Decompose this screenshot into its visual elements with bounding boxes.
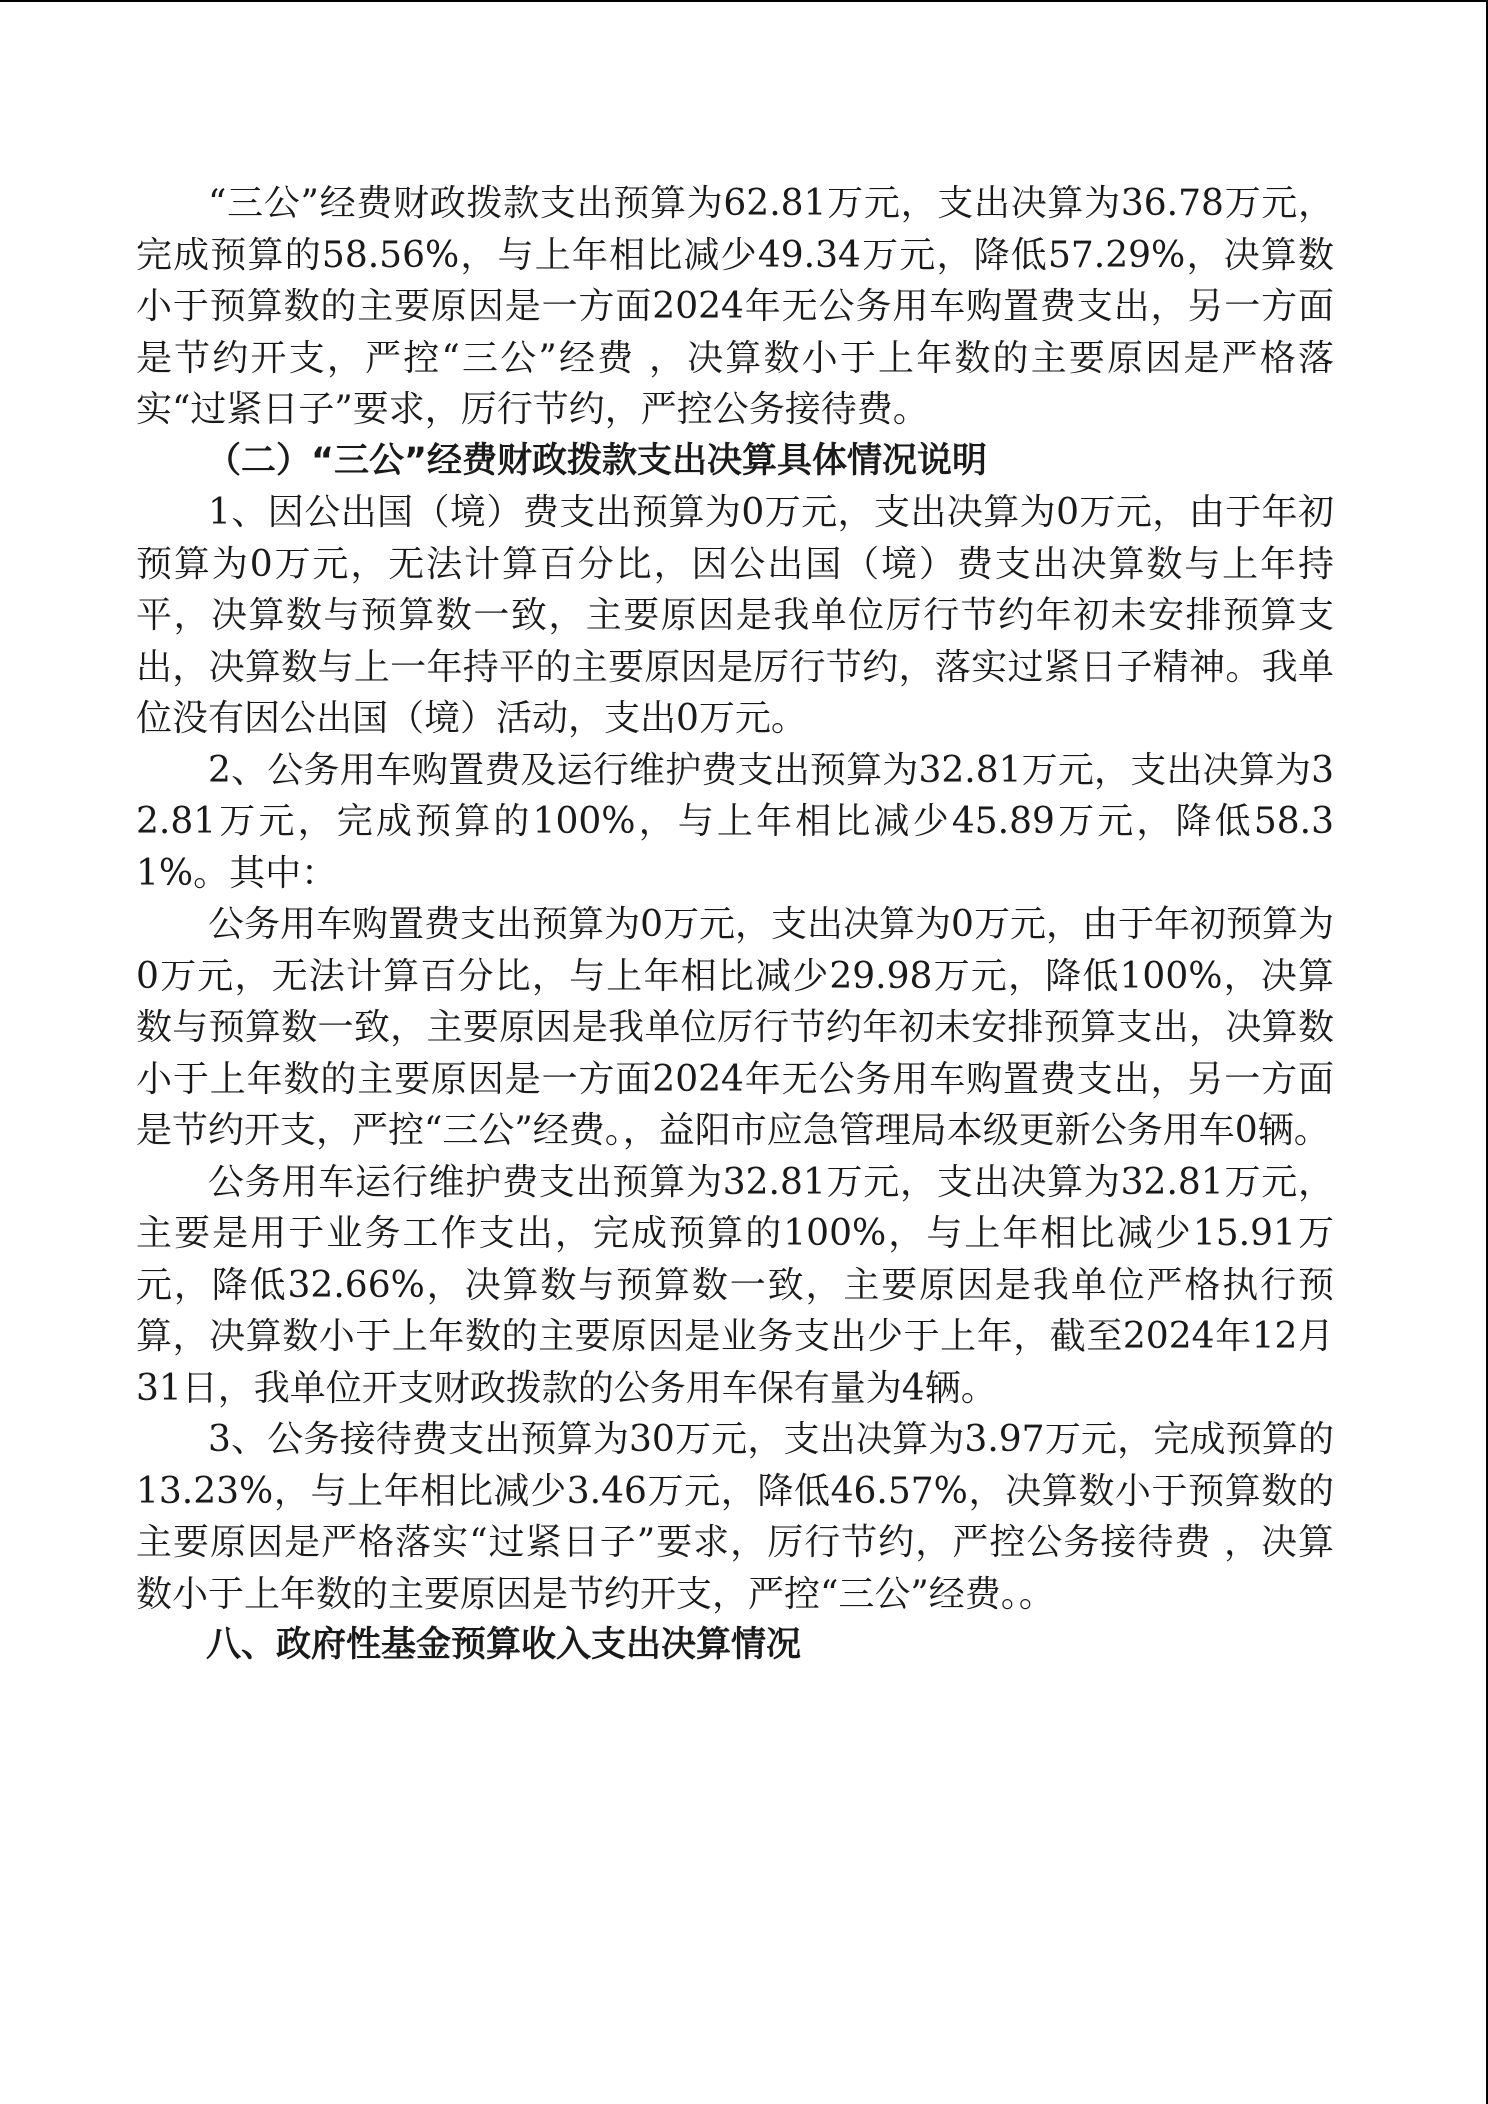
paragraph-three-public-summary: “三公”经费财政拨款支出预算为62.81万元，支出决算为36.78万元，完成预算的58.56%，与上年相比减少49.34万元，降低57.29%，决算数小于预算数的主要原因是一方面2024年无公务用车购置费支出，另一方面是节约开支，严控“三公”经费 ，决算数小于上年数的主要原因是严格落实“过紧日子”要求，厉行节约，严控公务接待费。 [136, 183, 1334, 430]
paragraph-vehicle-total: 2、公务用车购置费及运行维护费支出预算为32.81万元，支出决算为32.81万元，完成预算的100%，与上年相比减少45.89万元，降低58.31%。其中： [136, 749, 1334, 894]
section-heading-three-public-details: （二）“三公”经费财政拨款支出决算具体情况说明 [206, 440, 988, 481]
paragraph-reception: 3、公务接待费支出预算为30万元，支出决算为3.97万元，完成预算的13.23%，与上年相比减少3.46万元，降低46.57%，决算数小于预算数的主要原因是严格落实“过紧日子”要求，厉行节约，严控公务接待费 ，决算数小于上年数的主要原因是节约开支，严控“三公”经费。。 [136, 1419, 1334, 1615]
paragraph-overseas-travel: 1、因公出国（境）费支出预算为0万元，支出决算为0万元，由于年初预算为0万元，无法计算百分比，因公出国（境）费支出决算数与上年持平，决算数与预算数一致，主要原因是我单位厉行节约年初未安排预算支出，决算数与上一年持平的主要原因是厉行节约，落实过紧日子精神。我单位没有因公出国（境）活动，支出0万元。 [136, 492, 1334, 739]
paragraph-vehicle-purchase: 公务用车购置费支出预算为0万元，支出决算为0万元，由于年初预算为0万元，无法计算百分比，与上年相比减少29.98万元，降低100%，决算数与预算数一致，主要原因是我单位厉行节约年初未安排预算支出，决算数小于上年数的主要原因是一方面2024年无公务用车购置费支出，另一方面是节约开支，严控“三公”经费。，益阳市应急管理局本级更新公务用车0辆。 [136, 904, 1334, 1151]
document-body [136, 178, 1334, 1672]
section-heading-government-fund: 八、政府性基金预算收入支出决算情况 [206, 1625, 802, 1665]
paragraph-vehicle-operation: 公务用车运行维护费支出预算为32.81万元，支出决算为32.81万元，主要是用于业务工作支出，完成预算的100%，与上年相比减少15.91万元，降低32.66%，决算数与预算数一致，主要原因是我单位严格执行预算，决算数小于上年数的主要原因是业务支出少于上年，截至2024年12月31日，我单位开支财政拨款的公务用车保有量为4辆。 [136, 1161, 1334, 1409]
